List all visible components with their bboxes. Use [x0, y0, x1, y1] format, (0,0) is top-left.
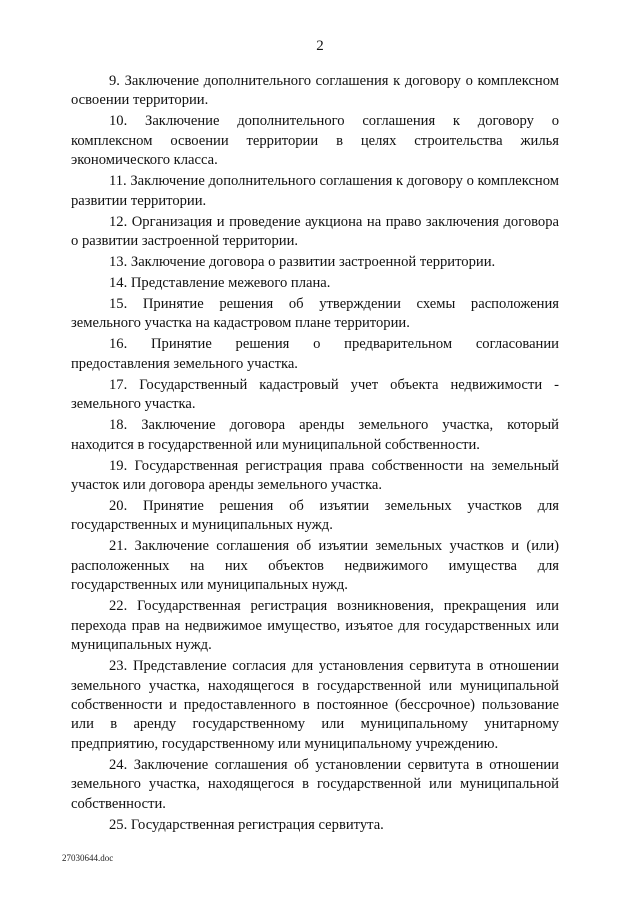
list-item: 9. Заключение дополнительного соглашения к договору о комплексном освоении территории. — [71, 73, 559, 109]
list-item: 13. Заключение договора о развитии застроенной территории. — [109, 254, 496, 271]
file-name-footer: 27030644.doc — [62, 853, 114, 863]
list-item: 10. Заключение дополнительного соглашения к договору о комплексном освоении территории в целях строительства жилья экономического класса. — [71, 113, 559, 169]
list-item: 20. Принятие решения об изъятии земельных участков для государственных и муниципальных нужд. — [71, 498, 559, 534]
list-item: 24. Заключение соглашения об установлении сервитута в отношении земельного участка, находящегося в государственной или муниципальной собственности. — [71, 756, 559, 812]
list-item: 11. Заключение дополнительного соглашения к договору о комплексном развитии территории. — [71, 173, 559, 209]
list-item: 16. Принятие решения о предварительном согласовании предоставления земельного участка. — [71, 336, 559, 372]
list-item: 25. Государственная регистрация сервитута. — [109, 816, 384, 833]
list-item: 19. Государственная регистрация права собственности на земельный участок или договора аренды земельного участка. — [71, 457, 559, 494]
list-of-items — [71, 72, 559, 837]
list-item: 17. Государственный кадастровый учет объекта недвижимости - земельного участка. — [71, 376, 559, 413]
page-number: 2 — [316, 38, 324, 54]
list-item: 21. Заключение соглашения об изъятии земельных участков и (или) расположенных на них объектов недвижимого имущества для государственных или муниципальных нужд. — [71, 538, 559, 594]
list-item: 14. Представление межевого плана. — [109, 275, 331, 292]
list-item: 12. Организация и проведение аукциона на право заключения договора о развитии застроенной территории. — [71, 213, 559, 250]
list-item: 15. Принятие решения об утверждении схемы расположения земельного участка на кадастровом плане территории. — [71, 296, 559, 332]
list-item: 22. Государственная регистрация возникновения, прекращения или перехода прав на недвижимое имущество, изъятое для государственных или муниципальных нужд. — [71, 598, 559, 654]
list-item: 18. Заключение договора аренды земельного участка, который находится в государственной или муниципальной собственности. — [71, 417, 559, 453]
list-item: 23. Представление согласия для установления сервитута в отношении земельного участка, находящегося в государственной или муниципальной собственности и предоставленного в постоянное (бессрочное) пользование или в аренду государственному или муниципальному унитарному предприятию, государственному или муниципальному учреждению. — [71, 658, 559, 752]
